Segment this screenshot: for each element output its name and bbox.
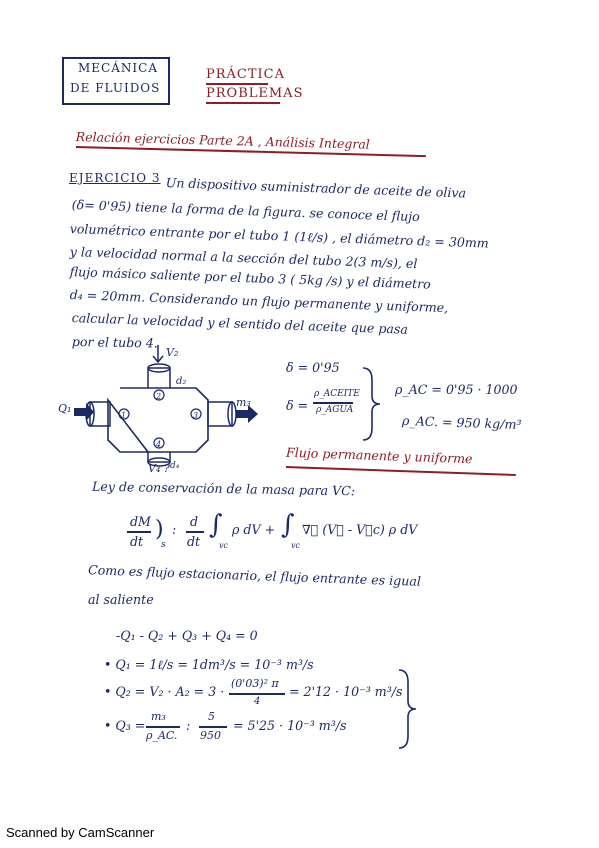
lhs-numerator: dM	[130, 514, 151, 529]
lhs-fraction-bar	[127, 531, 151, 533]
rho-aceite: ρ_ACEITE	[314, 389, 360, 399]
integral-1-sub: vc	[219, 541, 228, 550]
course-title-line2: DE FLUIDOS	[70, 81, 161, 95]
term-2: ∇⃗ (V⃗ - V⃗c) ρ dV	[302, 522, 418, 537]
q3-den2: 950	[200, 729, 221, 742]
arrow-down-icon	[153, 345, 163, 362]
exercise-line-6: d₄ = 20mm. Considerando un flujo permanente y uniforme,	[69, 287, 449, 316]
como-line-1: Como es flujo estacionario, el flujo entrante es igual	[87, 562, 422, 589]
q3-eq-colon: :	[186, 718, 191, 733]
label-v2: V₂	[166, 346, 179, 359]
q2-fraction-bar	[229, 693, 285, 695]
flujo-label: Flujo permanente y uniforme	[285, 444, 473, 467]
pipe-3-icon	[208, 402, 236, 426]
brace-right-icon-2	[396, 668, 418, 750]
q3-num2: 5	[208, 710, 215, 723]
flujo-underline	[286, 466, 516, 476]
q3-item: • Q₃ =	[104, 718, 146, 733]
course-title-box	[62, 57, 170, 105]
q3-fraction-bar-2	[199, 726, 227, 728]
device-diagram	[50, 340, 290, 475]
lhs-denominator: dt	[130, 534, 144, 549]
q3-num1: m₃	[151, 710, 166, 723]
ley-conservacion: Ley de conservación de la masa para VC:	[91, 478, 356, 499]
rho-ac-expression: ρ_AC = 0'95 · 1000	[395, 382, 518, 397]
rhs-dt: dt	[187, 534, 201, 549]
q3-fraction-bar-1	[146, 726, 180, 728]
rho-ac-result: ρ_AC. = 950 kg/m³	[401, 412, 522, 433]
integral-1: ∫	[209, 510, 223, 540]
integral-2-sub: vc	[291, 541, 300, 550]
exercise-line-1: Un dispositivo suministrador de aceite de oliva	[165, 175, 467, 201]
scanner-footer: Scanned by CamScanner	[6, 825, 155, 840]
rhs-fraction-bar	[186, 531, 204, 533]
arrow-right-inflow-icon	[74, 403, 94, 421]
q2-frac-den: 4	[254, 696, 261, 707]
balance-equation: -Q₁ - Q₂ + Q₃ + Q₄ = 0	[116, 628, 258, 643]
q2-frac-num: (0'03)² π	[231, 677, 279, 690]
label-pipe-2: 2	[156, 392, 162, 401]
delta-equals: δ =	[286, 398, 309, 413]
rhs-d: d	[190, 514, 199, 529]
exercise-line-4: y la velocidad normal a la sección del tubo 2(3 m/s), el	[69, 244, 418, 272]
problemas-label: PROBLEMAS	[206, 86, 304, 101]
integral-2: ∫	[281, 510, 295, 540]
practica-underline	[206, 83, 268, 85]
term-1: ρ dV +	[232, 522, 276, 537]
lhs-bracket: )	[155, 517, 164, 542]
problemas-underline	[206, 102, 280, 104]
pipe-2-icon	[148, 364, 170, 388]
density-fraction-bar	[313, 402, 353, 404]
brace-right-icon	[360, 366, 382, 442]
course-title-line1: MECÁNICA	[78, 61, 158, 75]
exercise-line-3: volumétrico entrante por el tubo 1 (1ℓ/s) , el diámetro d₂ = 30mm	[69, 221, 490, 251]
label-pipe-3: 3	[193, 411, 199, 420]
label-m3: m₃	[236, 396, 251, 409]
q3-result: = 5'25 · 10⁻³ m³/s	[233, 718, 347, 733]
exercise-title: EJERCICIO 3	[69, 171, 161, 185]
rho-agua: ρ_AGUA	[316, 405, 354, 415]
label-pipe-1: 1	[121, 411, 127, 420]
exercise-line-5: flujo másico saliente por el tubo 3 ( 5kg /s) y el diámetro	[69, 264, 431, 292]
label-v4: V₄ ?	[148, 462, 170, 475]
delta-value: δ = 0'95	[286, 360, 340, 375]
exercise-line-2: (δ= 0'95) tiene la forma de la figura. se conoce el flujo	[71, 197, 421, 225]
q3-den1: ρ_AC.	[146, 729, 178, 742]
como-line-2: al saliente	[88, 592, 154, 607]
q1-item: • Q₁ = 1ℓ/s = 1dm³/s = 10⁻³ m³/s	[104, 657, 314, 672]
label-pipe-4: 4	[156, 440, 162, 449]
practica-label: PRÁCTICA	[206, 67, 286, 82]
q2-item: • Q₂ = V₂ · A₂ = 3 ·	[104, 684, 225, 699]
label-q1: Q₁	[58, 402, 72, 415]
exercise-line-7: calcular la velocidad y el sentido del aceite que pasa	[71, 310, 409, 337]
label-d4: d₄	[170, 461, 180, 471]
exercise-line-8: por el tubo 4.	[71, 334, 158, 351]
equals-colon: :	[172, 522, 177, 537]
relacion-heading: Relación ejercicios Parte 2A , Análisis Integral	[75, 129, 371, 152]
q2-result: = 2'12 · 10⁻³ m³/s	[289, 684, 403, 699]
label-d2: d₂	[176, 376, 187, 387]
lhs-subscript: s	[161, 540, 166, 550]
